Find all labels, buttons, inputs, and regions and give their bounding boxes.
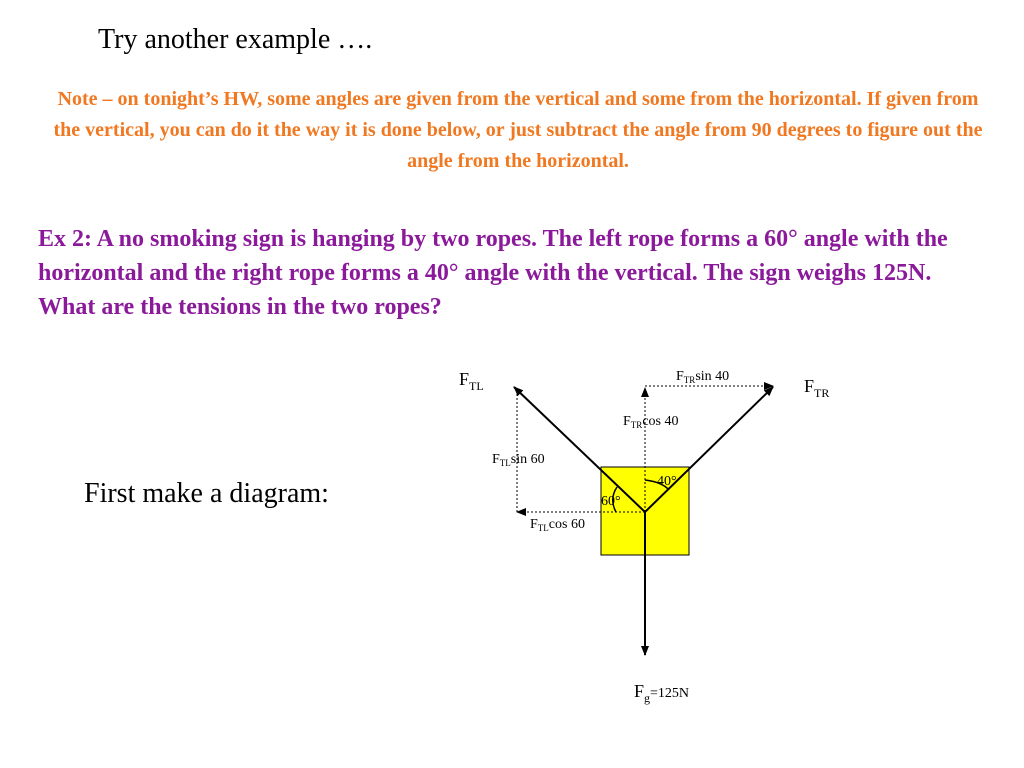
right-tension-arrow [645,387,773,512]
ftl-cos-label: $F_{TL}\cos$ 60 [530,517,585,533]
ftl-label: $F_{TL}$ [459,369,484,393]
ftr-cos-label: $F_{TR}\cos$ 40 [623,414,679,430]
ftr-label: $F_{TR}$ [804,376,830,400]
angle-40-label: 40° [657,474,677,489]
homework-note: Note – on tonight’s HW, some angles are given from the vertical and some from the horizontal. If given from the vertical, you can do it the way it is done below, or just subtract the angle from 90 degrees to figure out the angle from the horizontal. [53,88,983,172]
example-problem: Ex 2: A no smoking sign is hanging by two ropes. The left rope forms a 60° angle with the horizontal and the right rope forms a 40° angle with the vertical. The sign weighs 125N. What are the tensions in the two ropes? [38,226,948,320]
diagram-prompt: First make a diagram: [84,478,329,509]
angle-60-label: 60° [601,494,621,509]
fg-label: $F_g^{=125N}$ [634,681,690,705]
ftl-sin-label: $F_{TL}\sin$ 60 [492,452,545,468]
ftr-sin-label: $F_{TR}\sin$ 40 [676,369,730,385]
slide-title: Try another example …. [98,24,373,55]
left-tension-arrow [514,387,645,512]
